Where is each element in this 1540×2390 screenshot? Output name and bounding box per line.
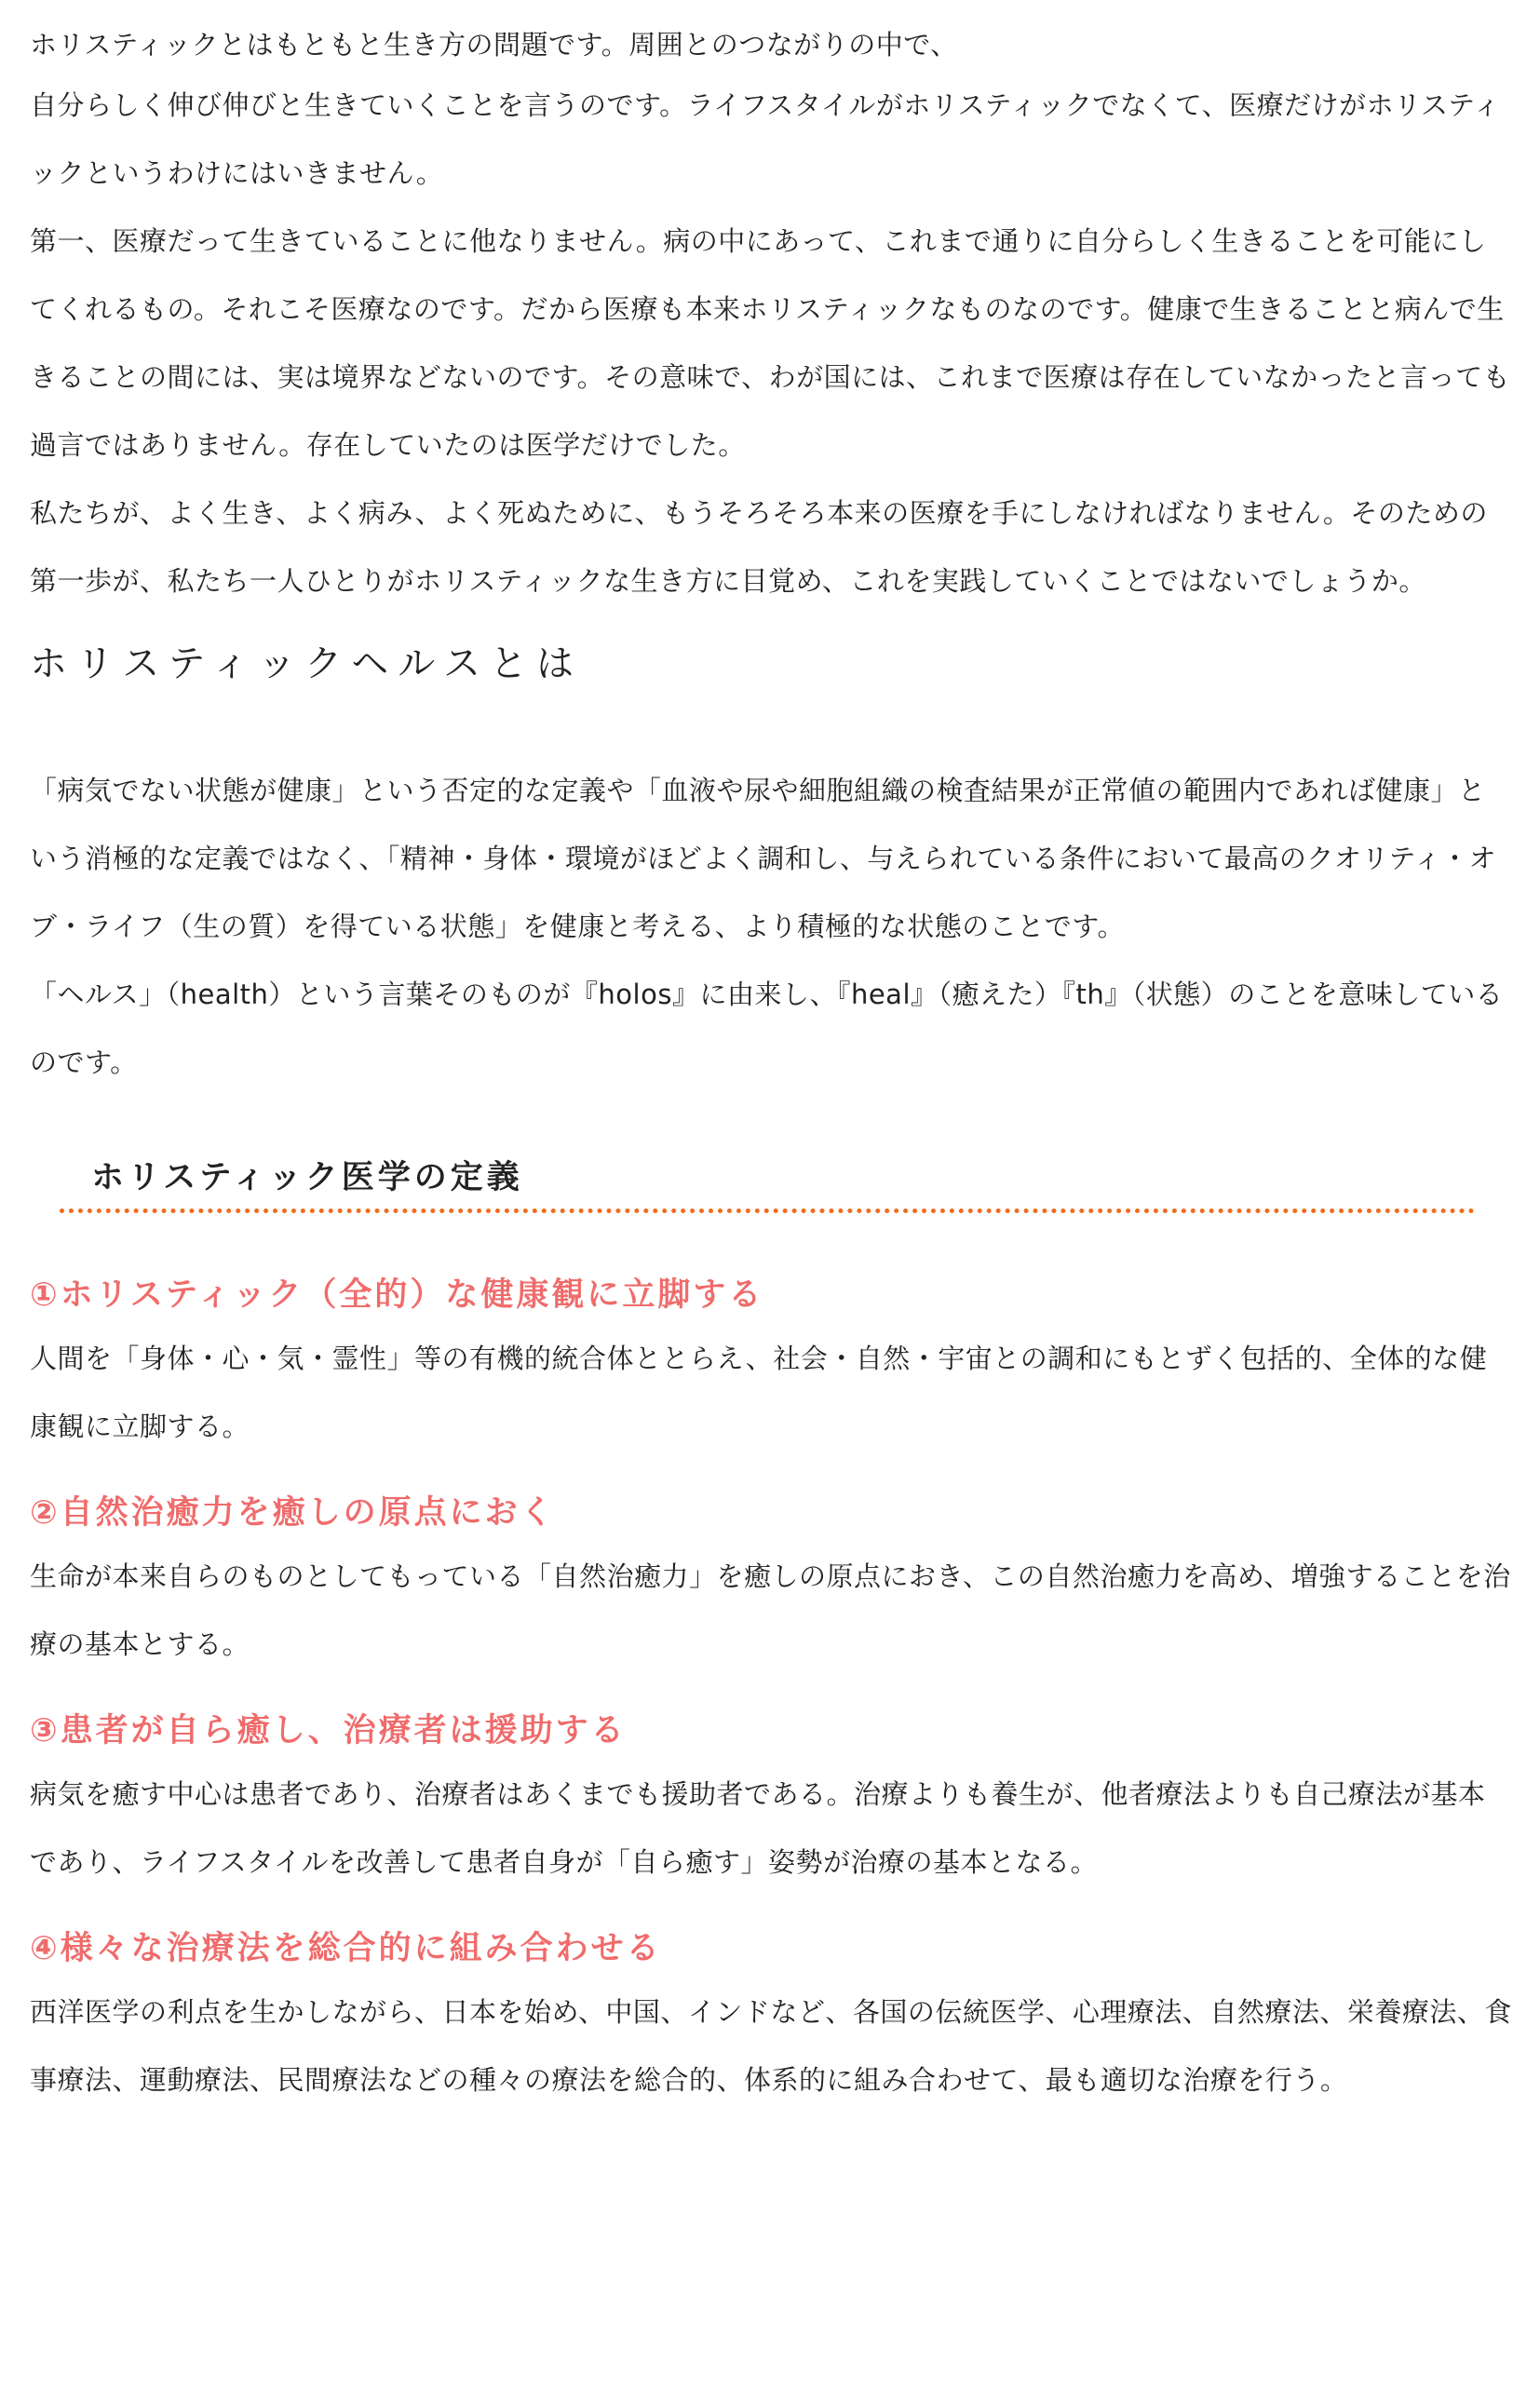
- intro-section: [30, 19, 1512, 615]
- definition-body-3: 病気を癒す中心は患者であり、治療者はあくまでも援助者である。治療よりも養生が、他者療法よりも自己療法が基本であり、ライフスタイルを改善して患者自身が「自ら癒す」姿勢が治療の基本となる。: [30, 1778, 1486, 1878]
- health-paragraph-2: 「ヘルス」（health）という言葉そのものが『holos』に由来し、『heal』（癒えた）『th』（状態）のことを意味しているのです。: [30, 979, 1504, 1078]
- holistic-health-section: [30, 757, 1512, 1097]
- definition-item-3: [30, 1703, 1512, 1897]
- intro-paragraph-1: ホリスティックとはもともと生き方の問題です。周囲とのつながりの中で、: [30, 29, 958, 61]
- definitions-list: [30, 1267, 1512, 2114]
- definition-title-1: ①ホリスティック（全的）な健康観に立脚する: [30, 1276, 764, 1314]
- intro-paragraph-3: 第一、医療だって生きていることに他なりません。病の中にあって、これまで通りに自分らしく生きることを可能にしてくれるもの。それこそ医療なのです。だから医療も本来ホリスティックなものなのです。健康で生きることと病んで生きることの間には、実は境界などないのです。その意味で、わが国には、これまで医療は存在していなかったと言っても過言ではありません。存在していたのは医学だけでした。: [30, 225, 1511, 461]
- health-paragraph-1: 「病気でない状態が健康」という否定的な定義や「血液や尿や細胞組織の検査結果が正常値の範囲内であれば健康」という消極的な定義ではなく、「精神・身体・環境がほどよく調和し、与えられている条件において最高のクオリティ・オブ・ライフ（生の質）を得ている状態」を健康と考える、より積極的な状態のことです。: [30, 775, 1497, 942]
- definition-item-2: [30, 1485, 1512, 1679]
- definition-item-1: [30, 1267, 1512, 1461]
- definition-body-4: 西洋医学の利点を生かしながら、日本を始め、中国、インドなど、各国の伝統医学、心理療法、自然療法、栄養療法、食事療法、運動療法、民間療法などの種々の療法を総合的、体系的に組み合わせて、最も適切な治療を行う。: [30, 1996, 1512, 2096]
- definition-item-4: [30, 1921, 1512, 2114]
- definition-title-4: ④様々な治療法を総合的に組み合わせる: [30, 1930, 662, 1967]
- definition-title-2: ②自然治癒力を癒しの原点におく: [30, 1494, 556, 1532]
- definition-body-2: 生命が本来自らのものとしてもっている「自然治癒力」を癒しの原点におき、この自然治癒力を高め、増強することを治療の基本とする。: [30, 1560, 1511, 1660]
- definition-title-3: ③患者が自ら癒し、治療者は援助する: [30, 1712, 627, 1749]
- intro-paragraph-4: 私たちが、よく生き、よく病み、よく死ぬために、もうそろそろ本来の医療を手にしなければなりません。そのための第一歩が、私たち一人ひとりがホリスティックな生き方に目覚め、これを実践していくことではないでしょうか。: [30, 497, 1488, 597]
- definition-body-1: 人間を「身体・心・気・霊性」等の有機的統合体ととらえ、社会・自然・宇宙との調和にもとずく包括的、全体的な健康観に立脚する。: [30, 1343, 1488, 1442]
- intro-paragraph-2: 自分らしく伸び伸びと生きていくことを言うのです。ライフスタイルがホリスティックでなくて、医療だけがホリスティックというわけにはいきません。: [30, 89, 1501, 189]
- definitions-heading: ホリスティック医学の定義: [60, 1151, 1475, 1213]
- holistic-health-title: ホリスティックヘルスとは: [30, 642, 583, 685]
